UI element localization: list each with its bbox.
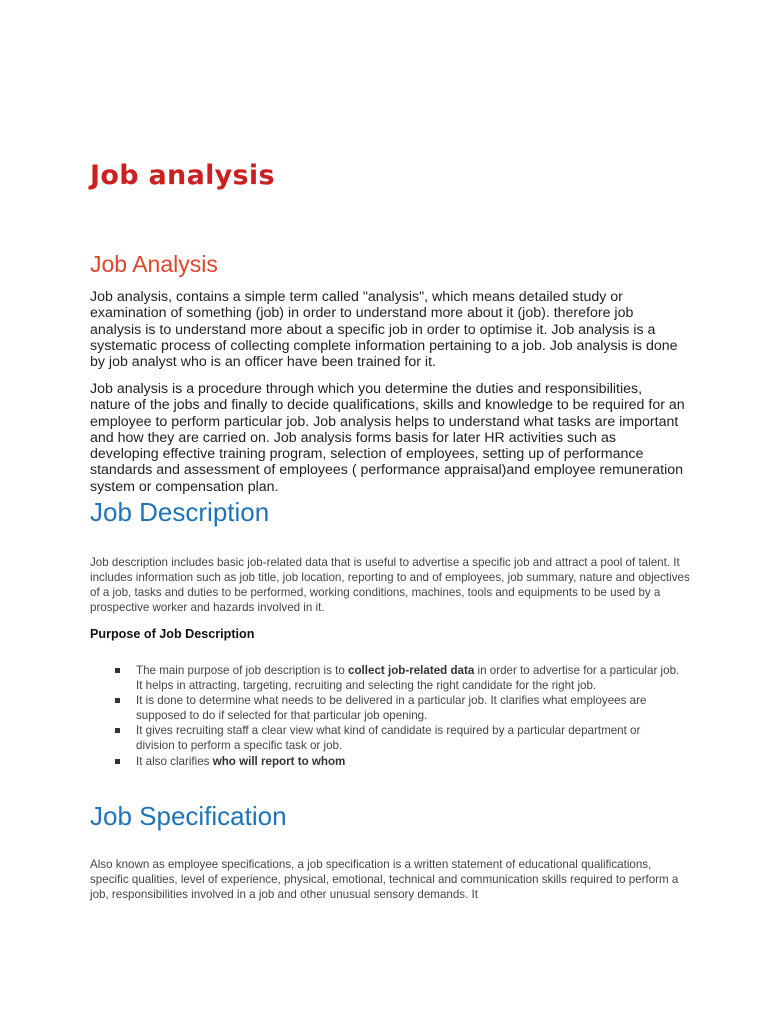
bullet-text-bold: collect job-related data xyxy=(348,664,475,677)
bullet-text: It is done to determine what needs to be delivered in a particular job. It clarifies what employees are supposed to do if selected for that particular job opening. xyxy=(136,694,647,723)
bullet-text-bold: who will report to whom xyxy=(212,754,346,768)
list-item xyxy=(90,754,680,769)
square-bullet-icon xyxy=(115,759,120,764)
bullet-text-before: The main purpose of job description is to xyxy=(136,664,349,677)
bullet-text: It gives recruiting staff a clear view what kind of candidate is required by a particular department or division to perform a specific task or job. xyxy=(136,724,641,753)
list-item xyxy=(90,663,680,693)
bullet-text-before: It also clarifies xyxy=(136,754,213,768)
square-bullet-icon xyxy=(115,698,120,703)
page-title: Job analysis xyxy=(90,160,275,191)
job-analysis-paragraph-2: Job analysis is a procedure through which you determine the duties and responsibilities, nature of the jobs and finally to decide qualifications, skills and knowledge to be required for an employee to perform particular job. Job analysis helps to understand what tasks are important and how they are carried on. Job analysis forms basis for later HR activities such as developing effective training program, selection of employees, setting up of performance standards and assessment of employees ( performance appraisal)and employee remuneration system or compensation plan. xyxy=(90,381,685,495)
job-analysis-heading: Job Analysis xyxy=(90,251,218,277)
list-item xyxy=(90,693,680,723)
square-bullet-icon xyxy=(115,728,120,733)
job-description-paragraph: Job description includes basic job-related data that is useful to advertise a specific job and attract a pool of talent. It includes information such as job title, job location, reporting to and of employees, job summary, nature and objectives of a job, tasks and duties to be performed, working conditions, machines, tools and equipments to be used by a prospective worker and hazards involved in it. xyxy=(90,556,690,615)
job-specification-paragraph: Also known as employee specifications, a job specification is a written statement of educational qualifications, specific qualities, level of experience, physical, emotional, technical and communication skills required to perform a job, responsibilities involved in a job and other unusual sensory demands. It xyxy=(90,858,679,902)
job-analysis-paragraph-1: Job analysis, contains a simple term called "analysis", which means detailed study or examination of something (job) in order to understand more about it (job). therefore job analysis is to understand more about a specific job in order to optimise it. Job analysis is a systematic process of collecting complete information pertaining to a job. Job analysis is done by job analyst who is an officer have been trained for it. xyxy=(90,289,678,371)
square-bullet-icon xyxy=(115,668,120,673)
purpose-list xyxy=(90,663,680,769)
job-specification-heading: Job Specification xyxy=(90,801,287,831)
purpose-heading: Purpose of Job Description xyxy=(90,627,255,641)
bullet-text-after: in order to advertise for a particular job. It helps in attracting, targeting, recruiting and selecting the right candidate for the right job. xyxy=(136,664,680,693)
job-description-heading: Job Description xyxy=(90,497,270,527)
list-item xyxy=(90,723,680,753)
